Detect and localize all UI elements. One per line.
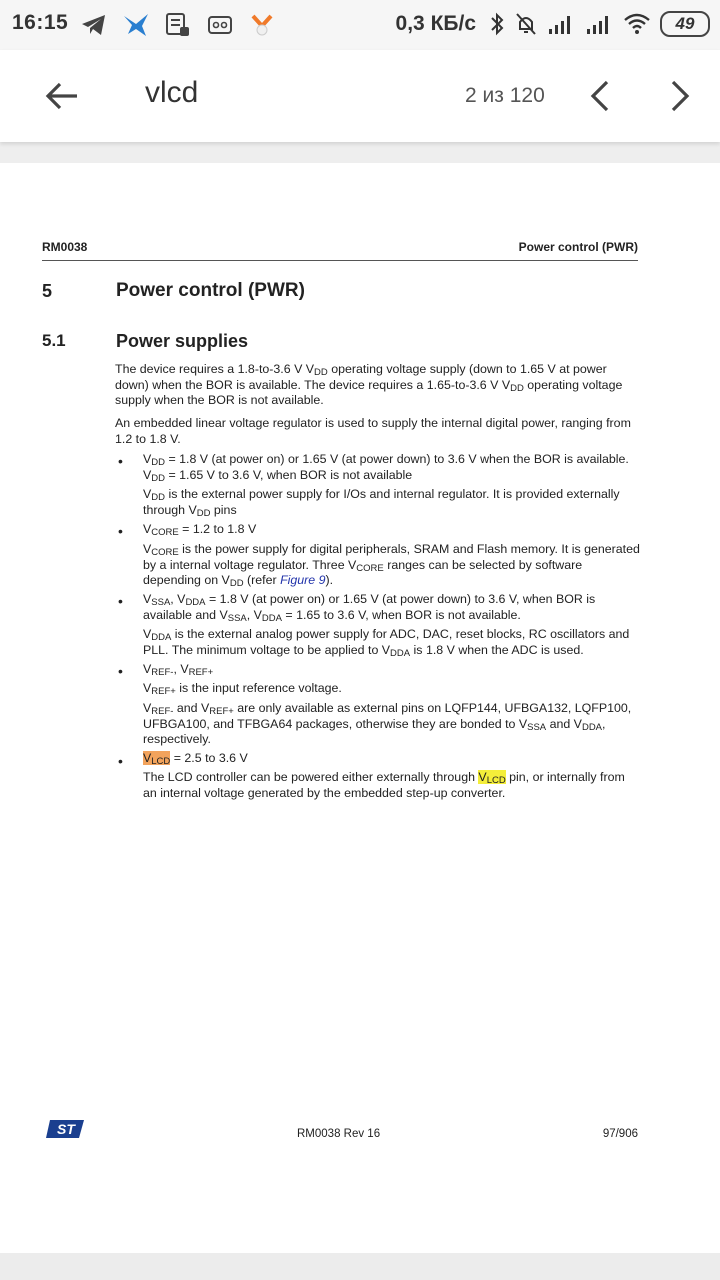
system-indicators [396, 9, 710, 39]
previous-match-button[interactable] [578, 74, 622, 118]
bullet: • [118, 593, 123, 609]
section-number: 5 [42, 281, 53, 301]
mute-icon [514, 10, 538, 38]
subsection-title: Power supplies [116, 331, 249, 351]
doc-header-right: Power control (PWR) [518, 240, 638, 254]
list-item-head: $V_{SSA}$, $V_{DDA} = 1.8$ V (at power on) or 1.65 V (at power down) to 3.6 V, when BOR is available and $V_{SSA}$, $V_{DDA} = 1.65$ to 3.6 V, when BOR is not available. [143, 592, 596, 624]
section-title: Power control (PWR) [116, 280, 305, 301]
doc-footer-page-number: 97/906 [602, 1128, 638, 1140]
logo-text: ST [57, 1121, 75, 1137]
list-item-body: The LCD controller can be powered either externally through $V_{LCD}$ pin, or internally from an internal voltage generated by the embedded step-up converter. [143, 770, 625, 800]
chevron-left-icon [589, 79, 611, 113]
st-logo [46, 1118, 86, 1140]
next-page-gap [0, 1253, 720, 1280]
doc-header-left: RM0038 [42, 240, 88, 254]
search-toolbar [0, 50, 720, 142]
list-item-body: $V_{REF-}$ and $V_{REF+}$ are only available as external pins on LQFP144, UFBGA132, LQFP100, UFBGA100, and TFBGA64 packages, otherwise they are bonded to $V_{SSA}$ and $V_{DDA}$, respectively. [143, 701, 632, 746]
list-item-head: $V_{DD} = 1.8$ V (at power on) or 1.65 V (at power down) to 3.6 V when the BOR is available. $V_{DD} = 1.65$ V to 3.6 V, when BOR is not available [143, 452, 629, 484]
list-item-body: $V_{REF+}$ is the input reference voltage. [143, 681, 342, 697]
doc-footer-revision: RM0038 Rev 16 [297, 1128, 381, 1140]
bullet: • [118, 453, 123, 469]
chevron-right-icon [669, 79, 691, 113]
ok-app-icon [248, 11, 276, 39]
bullet: • [118, 753, 123, 769]
next-match-button[interactable] [658, 74, 702, 118]
signal-icon [584, 10, 614, 38]
arrow-left-icon [45, 81, 79, 111]
list-item-body: $V_{CORE}$ is the power supply for digital peripherals, SRAM and Flash memory. It is generated by a internal voltage regulator. Three $V_{CORE}$ ranges can be selected by software depending on $V_{DD}$ (refer Figure 9). [143, 542, 640, 589]
bullet: • [118, 663, 123, 679]
subsection-number: 5.1 [42, 331, 66, 350]
battery-indicator: 49 [660, 11, 710, 37]
list-item-body: $V_{DDA}$ is the external analog power supply for ADC, DAC, reset blocks, RC oscillators and PLL. The minimum voltage to be applied to $V_{DDA}$ is 1.8 V when the ADC is used. [143, 627, 630, 659]
search-input[interactable]: vlcd [145, 76, 199, 109]
bird-app-icon [122, 11, 150, 39]
wifi-icon [622, 10, 652, 38]
paragraph: The device requires a 1.8-to-3.6 V $V_{DD}$ operating voltage supply (down to 1.65 V at power down) when the BOR is available. The device requires a 1.65-to-3.6 V $V_{DD}$ operating voltage supply when the BOR is not available. [115, 362, 623, 407]
sim-storage-icon [164, 11, 192, 39]
back-button[interactable] [38, 72, 86, 120]
list-item-head: $V_{LCD} = 2.5$ to 3.6 V [143, 751, 248, 767]
bullet: • [118, 523, 123, 539]
paragraph: An embedded linear voltage regulator is used to supply the internal digital power, ranging from 1.2 to 1.8 V. [115, 416, 631, 446]
bluetooth-icon [488, 10, 506, 38]
clock: 16:15 [12, 11, 69, 34]
telegram-icon [80, 11, 108, 39]
list-item-body: $V_{DD}$ is the external power supply for I/Os and internal regulator. It is provided externally through $V_{DD}$ pins [143, 487, 620, 519]
list-item-head: $V_{REF-}$, $V_{REF+}$ [143, 662, 214, 678]
list-item-head: $V_{CORE} = 1.2$ to 1.8 V [143, 522, 257, 538]
signal-icon [546, 10, 576, 38]
header-divider [42, 260, 638, 261]
vr-icon [206, 11, 234, 39]
network-speed: 0,3 КБ/с [395, 12, 476, 35]
status-bar [0, 0, 720, 50]
match-counter: 2 из 120 [465, 84, 545, 107]
document-page[interactable] [0, 163, 720, 1253]
notification-icons [80, 10, 276, 40]
